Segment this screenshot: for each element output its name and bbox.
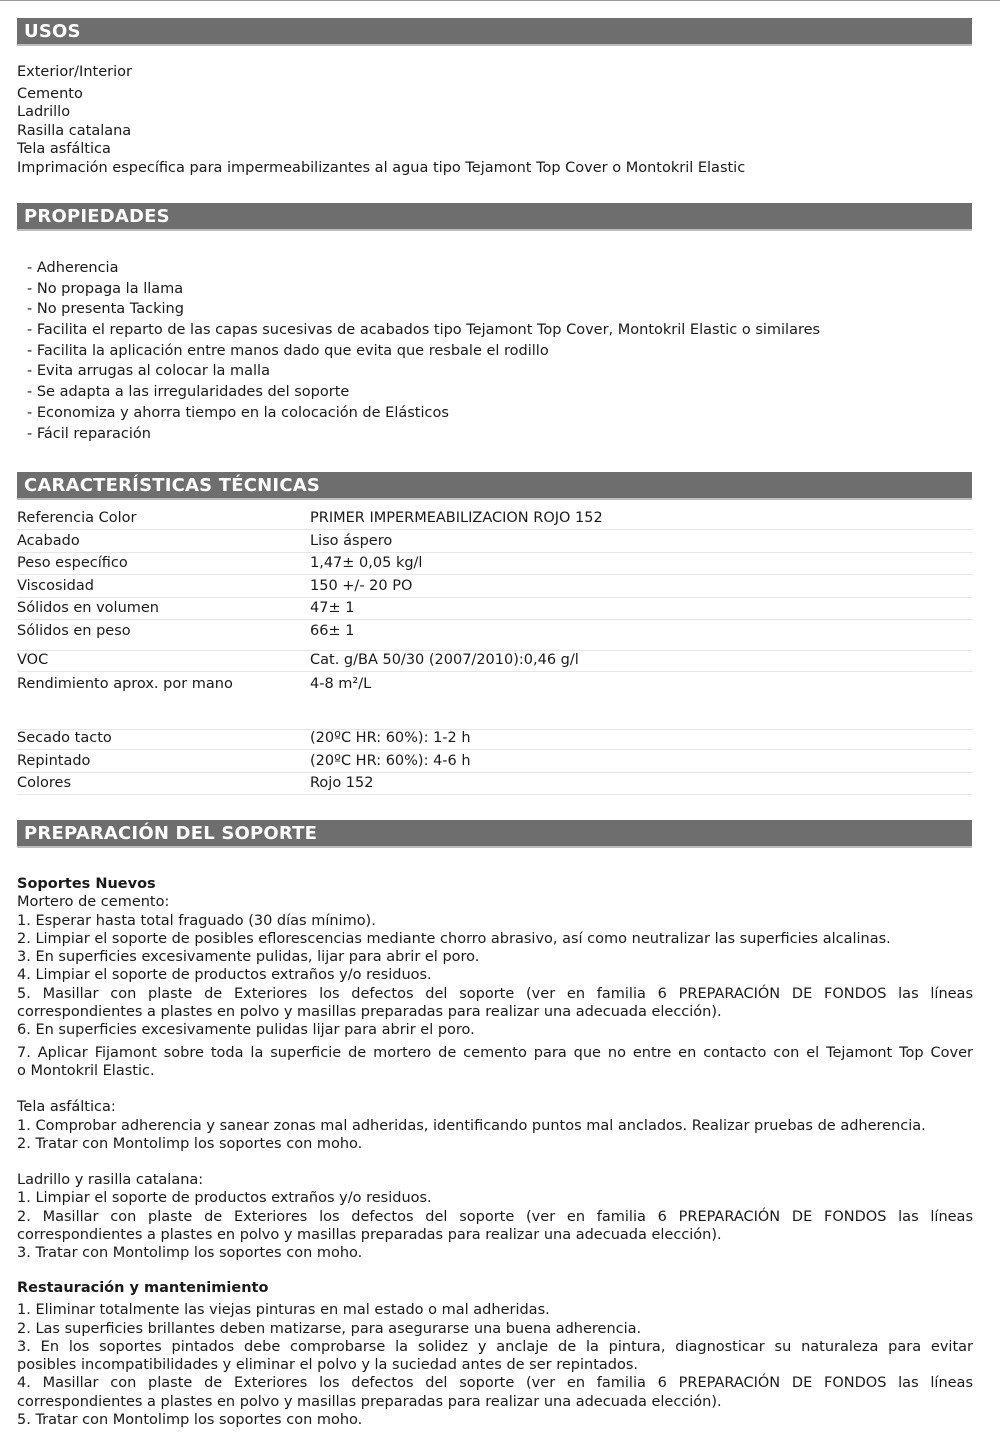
propiedad-item: - No presenta Tacking bbox=[27, 301, 184, 318]
row-key: Repintado bbox=[17, 753, 91, 769]
usos-item: Exterior/Interior bbox=[17, 64, 132, 80]
table-row bbox=[17, 673, 973, 730]
usos-item: Imprimación específica para impermeabilizantes al agua tipo Tejamont Top Cover o Montokril Elastic bbox=[17, 159, 746, 176]
row-key: Viscosidad bbox=[17, 578, 94, 594]
table-row bbox=[17, 530, 973, 553]
row-key: Referencia Color bbox=[17, 510, 137, 526]
propiedades-list bbox=[27, 258, 820, 444]
propiedad-item: - Facilita la aplicación entre manos dado que evita que resbale el rodillo bbox=[27, 342, 549, 359]
table-row bbox=[17, 575, 973, 598]
row-key: Acabado bbox=[17, 533, 80, 549]
step-item: 4. Masillar con plaste de Exteriores los defectos del soporte (ver en familia 6 PREPARACIÓN DE FONDOS las líneas bbox=[17, 1375, 973, 1392]
group-label: Ladrillo y rasilla catalana: bbox=[17, 1172, 204, 1189]
step-item: correspondientes a plastes en polvo y masillas preparadas para realizar una adecuada elección). bbox=[17, 1004, 722, 1021]
row-value: Cat. g/BA 50/30 (2007/2010):0,46 g/l bbox=[310, 652, 579, 668]
table-row bbox=[17, 597, 973, 620]
step-item: 3. Tratar con Montolimp los soportes con moho. bbox=[17, 1245, 363, 1262]
propiedad-item: - No propaga la llama bbox=[27, 280, 184, 297]
row-key: Colores bbox=[17, 775, 72, 791]
section-header-propiedades: PROPIEDADES bbox=[17, 203, 972, 231]
usos-item: Ladrillo bbox=[17, 104, 71, 120]
usos-list bbox=[17, 63, 973, 177]
step-item: 1. Esperar hasta total fraguado (30 días mínimo). bbox=[17, 912, 376, 929]
row-value: 4-8 m²/L bbox=[310, 676, 372, 692]
table-row bbox=[17, 772, 973, 795]
row-key: Rendimiento aprox. por mano bbox=[17, 676, 233, 692]
section-header-caracteristicas: CARACTERÍSTICAS TÉCNICAS bbox=[17, 472, 972, 500]
step-item: 1. Limpiar el soporte de productos extraños y/o residuos. bbox=[17, 1190, 432, 1207]
table-row bbox=[17, 552, 973, 575]
usos-item: Tela asfáltica bbox=[17, 141, 111, 157]
propiedad-item: - Fácil reparación bbox=[27, 425, 151, 442]
step-item: 2. Las superficies brillantes deben matizarse, para asegurarse una buena adherencia. bbox=[17, 1320, 642, 1337]
step-item: 5. Tratar con Montolimp los soportes con moho. bbox=[17, 1412, 363, 1429]
row-value: 150 +/- 20 PO bbox=[310, 578, 413, 594]
propiedad-item: - Adherencia bbox=[27, 260, 119, 276]
step-item: 1. Eliminar totalmente las viejas pinturas en mal estado o mal adheridas. bbox=[17, 1302, 550, 1319]
table-row bbox=[17, 620, 973, 651]
row-value: Rojo 152 bbox=[310, 775, 374, 791]
row-value: (20ºC HR: 60%): 1-2 h bbox=[310, 730, 471, 746]
step-item: 3. En superficies excesivamente pulidas, lijar para abrir el poro. bbox=[17, 949, 480, 966]
step-item: posibles incompatibilidades y eliminar el polvo y la suciedad antes de ser repintados. bbox=[17, 1357, 639, 1374]
subsection-title: Restauración y mantenimiento bbox=[17, 1280, 269, 1296]
group-label: Mortero de cemento: bbox=[17, 894, 170, 911]
top-divider bbox=[0, 0, 1000, 1]
step-item: 4. Limpiar el soporte de productos extraños y/o residuos. bbox=[17, 967, 432, 984]
step-item: 2. Masillar con plaste de Exteriores los defectos del soporte (ver en familia 6 PREPARACIÓN DE FONDOS las líneas bbox=[17, 1208, 973, 1225]
row-value: (20ºC HR: 60%): 4-6 h bbox=[310, 753, 471, 769]
step-item: 3. En los soportes pintados debe comprobarse la solidez y anclaje de la pintura, diagnosticar su naturaleza para evitar bbox=[17, 1338, 973, 1355]
step-item: 1. Comprobar adherencia y sanear zonas mal adheridas, identificando puntos mal anclados. Realizar pruebas de adherencia. bbox=[17, 1117, 926, 1134]
section-header-usos: USOS bbox=[17, 18, 972, 46]
propiedad-item: - Economiza y ahorra tiempo en la colocación de Elásticos bbox=[27, 404, 449, 421]
row-key: Peso específico bbox=[17, 555, 128, 571]
table-row bbox=[17, 649, 973, 672]
step-item: 6. En superficies excesivamente pulidas lijar para abrir el poro. bbox=[17, 1022, 475, 1039]
step-item: 2. Limpiar el soporte de posibles eflorescencias mediante chorro abrasivo, así como neutralizar las superficies alcalinas. bbox=[17, 930, 891, 947]
propiedad-item: - Facilita el reparto de las capas sucesivas de acabados tipo Tejamont Top Cover, Montokril Elastic o similares bbox=[27, 322, 821, 339]
row-value: 47± 1 bbox=[310, 600, 355, 616]
row-value: Liso áspero bbox=[310, 533, 393, 549]
propiedad-item: - Se adapta a las irregularidades del soporte bbox=[27, 384, 350, 401]
row-key: Sólidos en volumen bbox=[17, 600, 159, 616]
table-row bbox=[17, 727, 973, 750]
row-value: PRIMER IMPERMEABILIZACION ROJO 152 bbox=[310, 510, 603, 526]
section-header-preparacion: PREPARACIÓN DEL SOPORTE bbox=[17, 820, 972, 848]
row-value: 1,47± 0,05 kg/l bbox=[310, 555, 423, 571]
row-key: Secado tacto bbox=[17, 730, 112, 746]
group-label: Tela asfáltica: bbox=[17, 1099, 116, 1116]
table-row bbox=[17, 750, 973, 773]
usos-item: Cemento bbox=[17, 85, 83, 102]
step-item: 2. Tratar con Montolimp los soportes con moho. bbox=[17, 1135, 363, 1152]
subsection-title: Soportes Nuevos bbox=[17, 876, 156, 892]
propiedad-item: - Evita arrugas al colocar la malla bbox=[27, 363, 270, 380]
step-item: 5. Masillar con plaste de Exteriores los defectos del soporte (ver en familia 6 PREPARACIÓN DE FONDOS las líneas bbox=[17, 985, 973, 1002]
table-row bbox=[17, 507, 973, 530]
restauracion bbox=[17, 1279, 973, 1429]
step-item: o Montokril Elastic. bbox=[17, 1062, 155, 1079]
step-item: correspondientes a plastes en polvo y masillas preparadas para realizar una adecuada elección). bbox=[17, 1227, 722, 1244]
usos-item: Rasilla catalana bbox=[17, 122, 132, 139]
row-value: 66± 1 bbox=[310, 623, 355, 639]
row-key: VOC bbox=[17, 652, 49, 668]
soportes-nuevos bbox=[17, 875, 973, 1263]
step-item: 7. Aplicar Fijamont sobre toda la superficie de mortero de cemento para que no entre en contacto con el Tejamont Top Cover bbox=[17, 1044, 973, 1061]
row-key: Sólidos en peso bbox=[17, 623, 131, 639]
step-item: correspondientes a plastes en polvo y masillas preparadas para realizar una adecuada elección). bbox=[17, 1393, 722, 1410]
